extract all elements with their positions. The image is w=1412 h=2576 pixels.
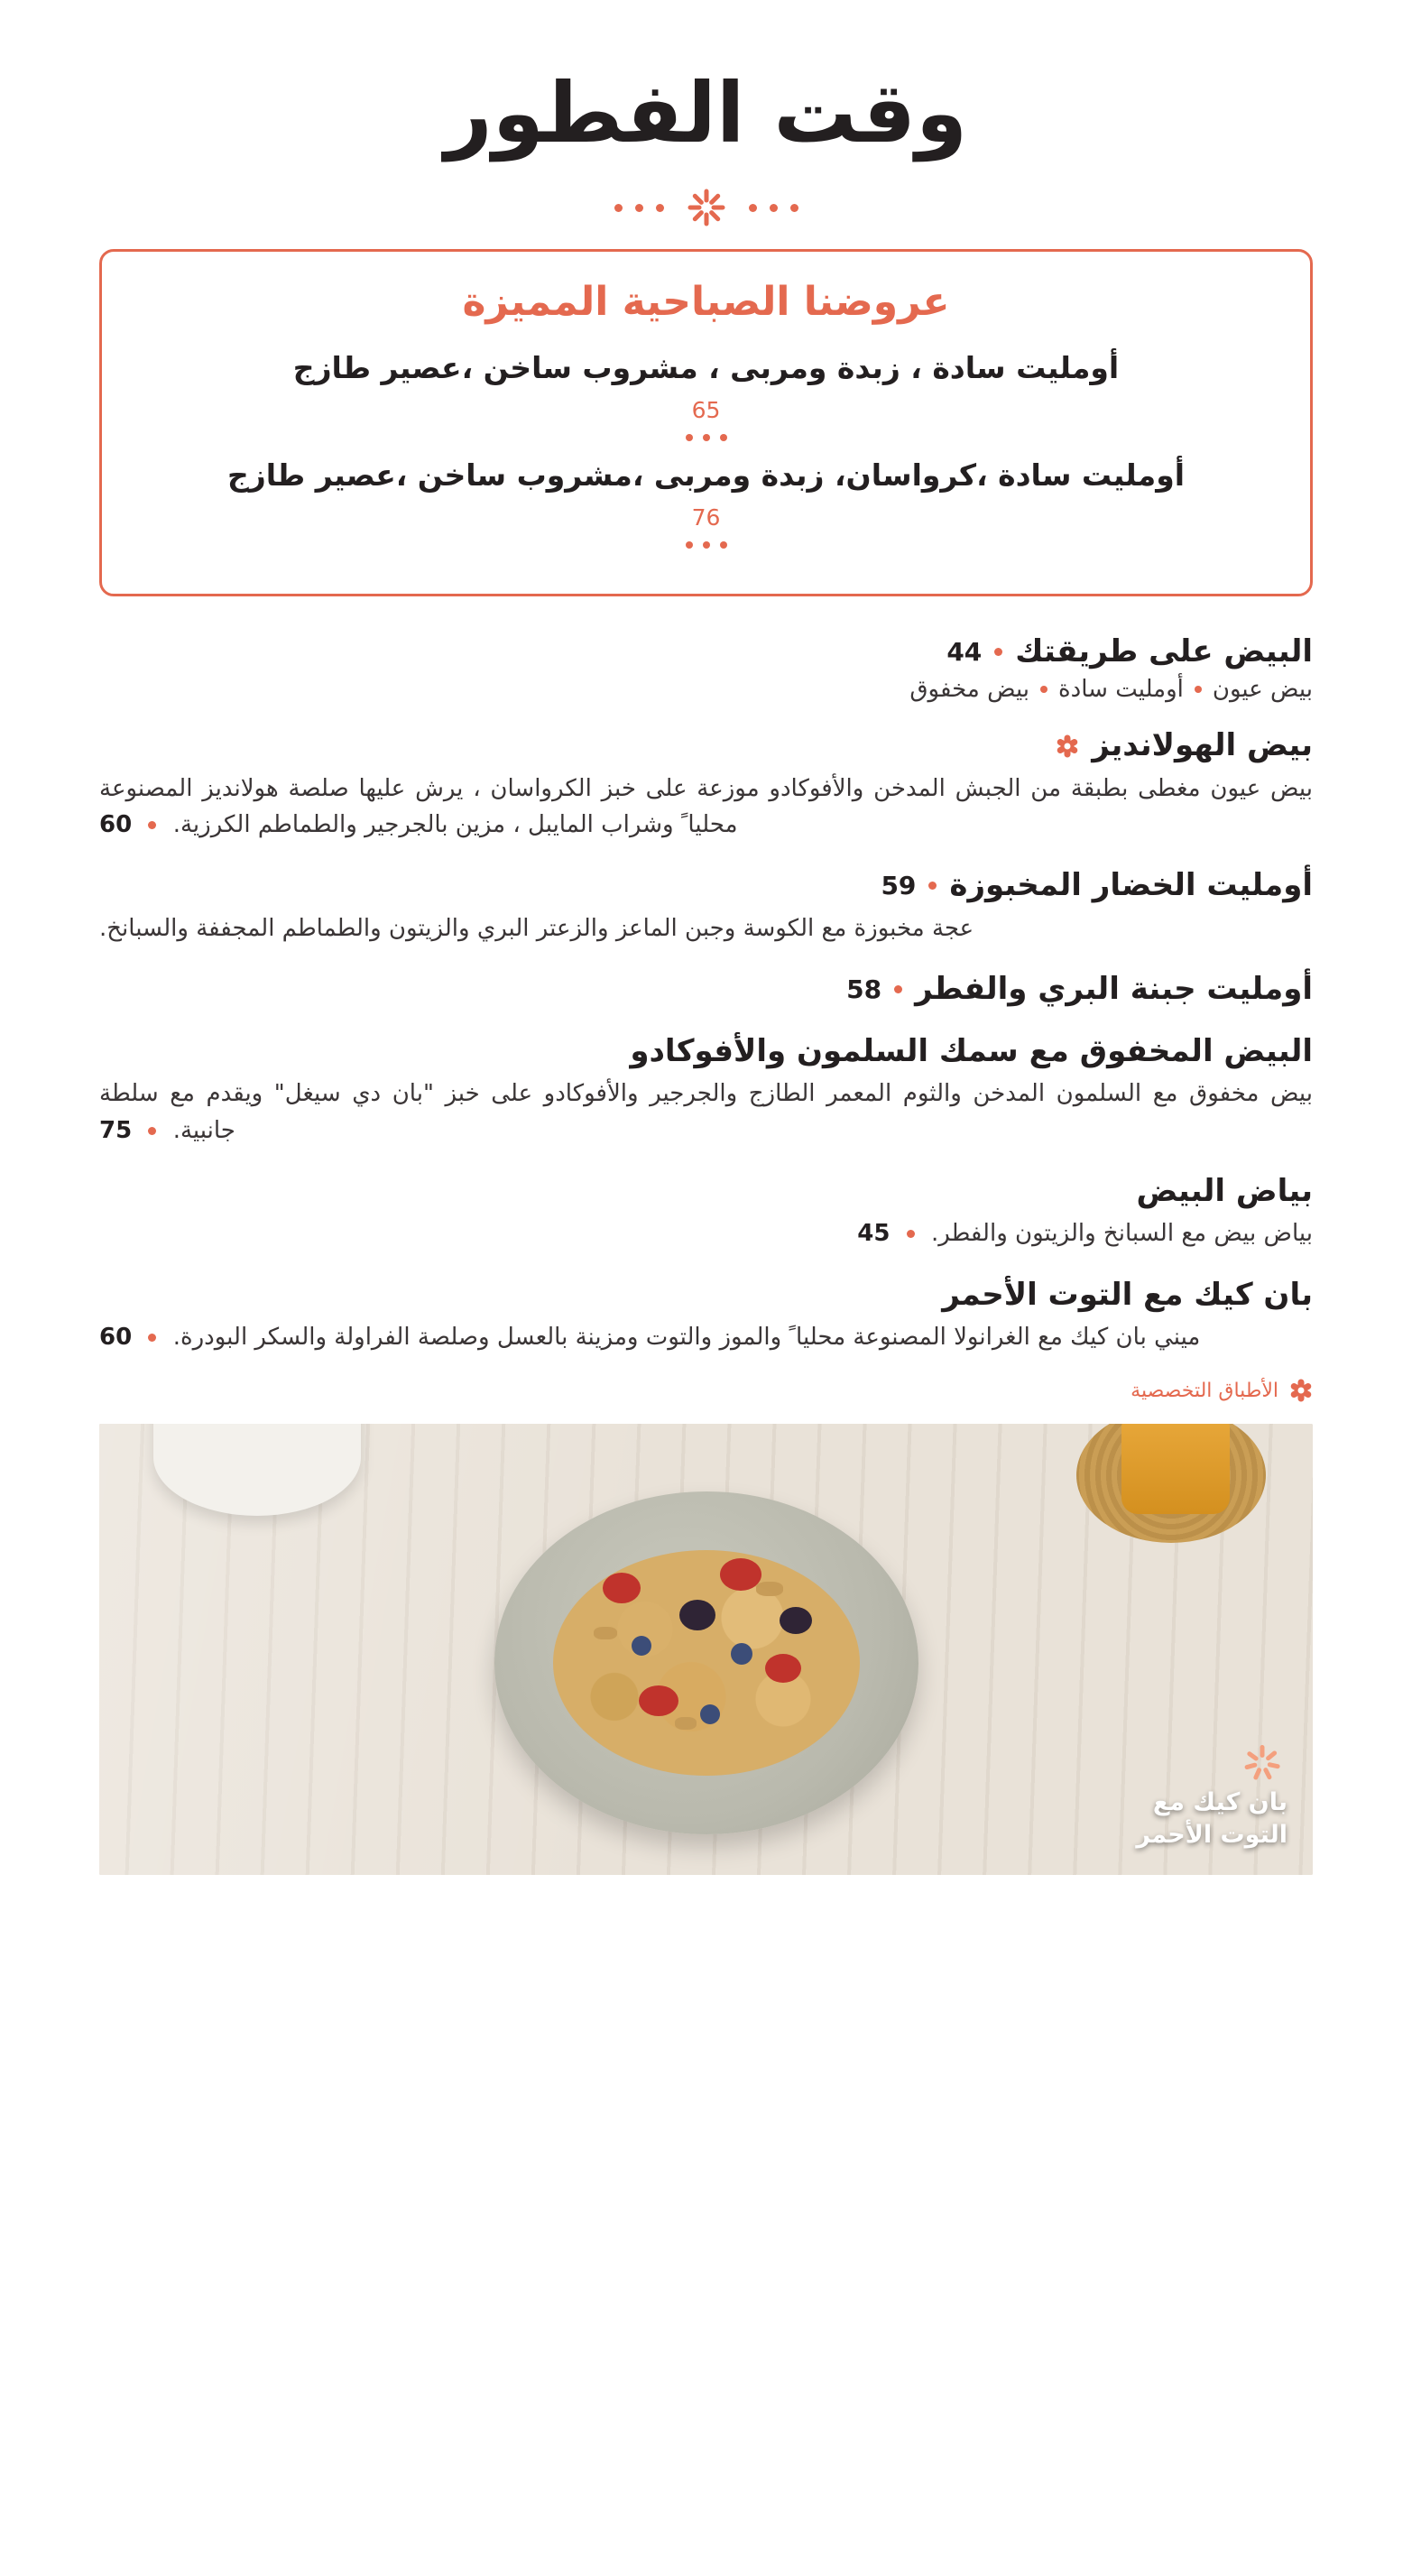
description-text: بيض عيون مغطى بطبقة من الجبش المدخن والأفوكادو موزعة على خبز الكرواسان ، يرش عليها صلصة هولانديز المصنوعة محليا ً وشراب المايبل ، مزين بالجرجير والطماطم الكرزية. [99,774,1313,839]
blueberry [700,1704,720,1724]
honey-jar [1121,1424,1230,1514]
title-divider [99,189,1313,226]
separator-dot [703,541,710,549]
menu-item-options [99,676,1313,703]
strawberry [603,1573,641,1603]
menu-item-price: 60 [99,1324,133,1352]
menu-item [99,632,1313,704]
offer-price: 65 [691,397,721,424]
divider-dot [749,204,757,212]
menu-item-price: 75 [99,1116,133,1144]
blueberry [632,1636,651,1656]
page-title: وقت الفطور [444,65,968,162]
granola-cluster [594,1627,617,1639]
option-separator [1195,686,1202,693]
sunburst-icon [686,187,727,228]
blueberry [731,1643,752,1665]
menu-item-header [99,970,1313,1009]
menu-item-description [99,1215,1313,1251]
divider-dot [635,204,643,212]
specialty-flower-icon [1289,1379,1313,1402]
menu-item-price: 58 [846,974,882,1005]
offer-separator [138,434,1274,441]
menu-item-name: بيض الهولانديز [1092,727,1313,764]
offer-text: أومليت سادة ، زبدة ومربى ، مشروب ساخن ،عصير طازج [292,350,1120,386]
menu-item-price: 60 [99,811,133,839]
caption-sunburst-icon [1242,1743,1282,1783]
blackberry [679,1600,715,1630]
menu-item-name: بان كيك مع التوت الأحمر [942,1276,1313,1313]
menu-item-header [99,1032,1313,1071]
bullet-dot [148,1127,156,1135]
special-offers-box [99,249,1313,596]
menu-item [99,1032,1313,1149]
menu-item [99,1172,1313,1252]
menu-item-name: بياض البيض [1136,1172,1313,1209]
specialty-flower-icon [1056,734,1079,758]
pancake-stack [553,1550,860,1776]
bullet-dot [928,882,937,890]
specialty-legend-label: الأطباق التخصصية [1131,1379,1278,1402]
menu-item [99,970,1313,1009]
menu-item-name: أومليت جبنة البري والفطر [915,971,1313,1008]
menu-item-header [99,1276,1313,1315]
bullet-dot [894,985,902,993]
caption-line-2: التوت الأحمر [1136,1821,1287,1850]
blackberry [780,1607,812,1634]
separator-dot [720,541,727,549]
menu-item-header [99,1172,1313,1211]
separator-dot [703,434,710,441]
menu-page [0,65,1412,2576]
menu-items-list [99,632,1313,1356]
bullet-dot [148,821,156,829]
menu-item-description [99,1319,1313,1355]
separator-dot [686,541,693,549]
menu-item-description: عجة مخبوزة مع الكوسة وجبن الماعز والزعتر البري والزيتون والطماطم المجففة والسبانخ. [99,914,974,942]
menu-item-description [99,1076,1313,1149]
plate [494,1491,918,1834]
offer-price: 76 [691,503,721,531]
divider-dot [790,204,798,212]
offer-text: أومليت سادة ،كرواسان، زبدة ومربى ،مشروب ساخن ،عصير طازج [226,457,1186,494]
menu-item-price: 44 [946,636,983,667]
menu-item-name: البيض على طريقتك [1015,632,1313,669]
option-label: بيض عيون [1212,676,1313,704]
specialty-legend [99,1379,1313,1402]
menu-item-header [99,726,1313,765]
menu-item [99,866,1313,946]
dish-photo [99,1424,1313,1875]
menu-item-name: أومليت الخضار المخبوزة [949,867,1313,904]
menu-item-header [99,866,1313,905]
option-separator [1040,686,1047,693]
option-label: أومليت سادة [1058,676,1184,704]
description-text: ميني بان كيك مع الغرانولا المصنوعة محليا ً والموز والتوت ومزينة بالعسل وصلصة الفراولة والسكر البودرة. [172,1324,1201,1352]
divider-dot [614,204,623,212]
menu-item-name: البيض المخفوق مع سمك السلمون والأفوكادو [630,1032,1313,1069]
photo-background [99,1424,1313,1875]
menu-item-header [99,632,1313,671]
bullet-dot [148,1334,156,1342]
caption-line-1: بان كيك مع [1152,1787,1287,1816]
divider-dot [656,204,664,212]
strawberry [720,1558,761,1591]
strawberry [639,1685,678,1716]
menu-item-price: 45 [857,1220,891,1248]
granola-cluster [675,1717,697,1730]
separator-dot [686,434,693,441]
granola-cluster [756,1582,783,1596]
bullet-dot [907,1230,915,1238]
menu-item-description [99,771,1313,844]
option-label: بيض مخفوق [909,676,1030,704]
menu-item [99,726,1313,843]
separator-dot [720,434,727,441]
granola-bowl [153,1424,361,1516]
divider-dot [770,204,778,212]
description-text: بيض مخفوق مع السلمون المدخن والثوم المعمر الطازج والجرجير والأفوكادو على خبز "بان دي سيغل" ويقدم مع سلطة جانبية. [99,1080,1313,1144]
menu-item [99,1276,1313,1356]
bullet-dot [994,648,1002,656]
offer-separator [138,541,1274,549]
menu-item-price: 59 [881,871,917,901]
photo-caption [1136,1787,1287,1852]
offers-title: عروضنا الصباحية المميزة [462,279,950,326]
strawberry [765,1654,801,1683]
description-text: بياض بيض مع السبانخ والزيتون والفطر. [930,1220,1313,1248]
